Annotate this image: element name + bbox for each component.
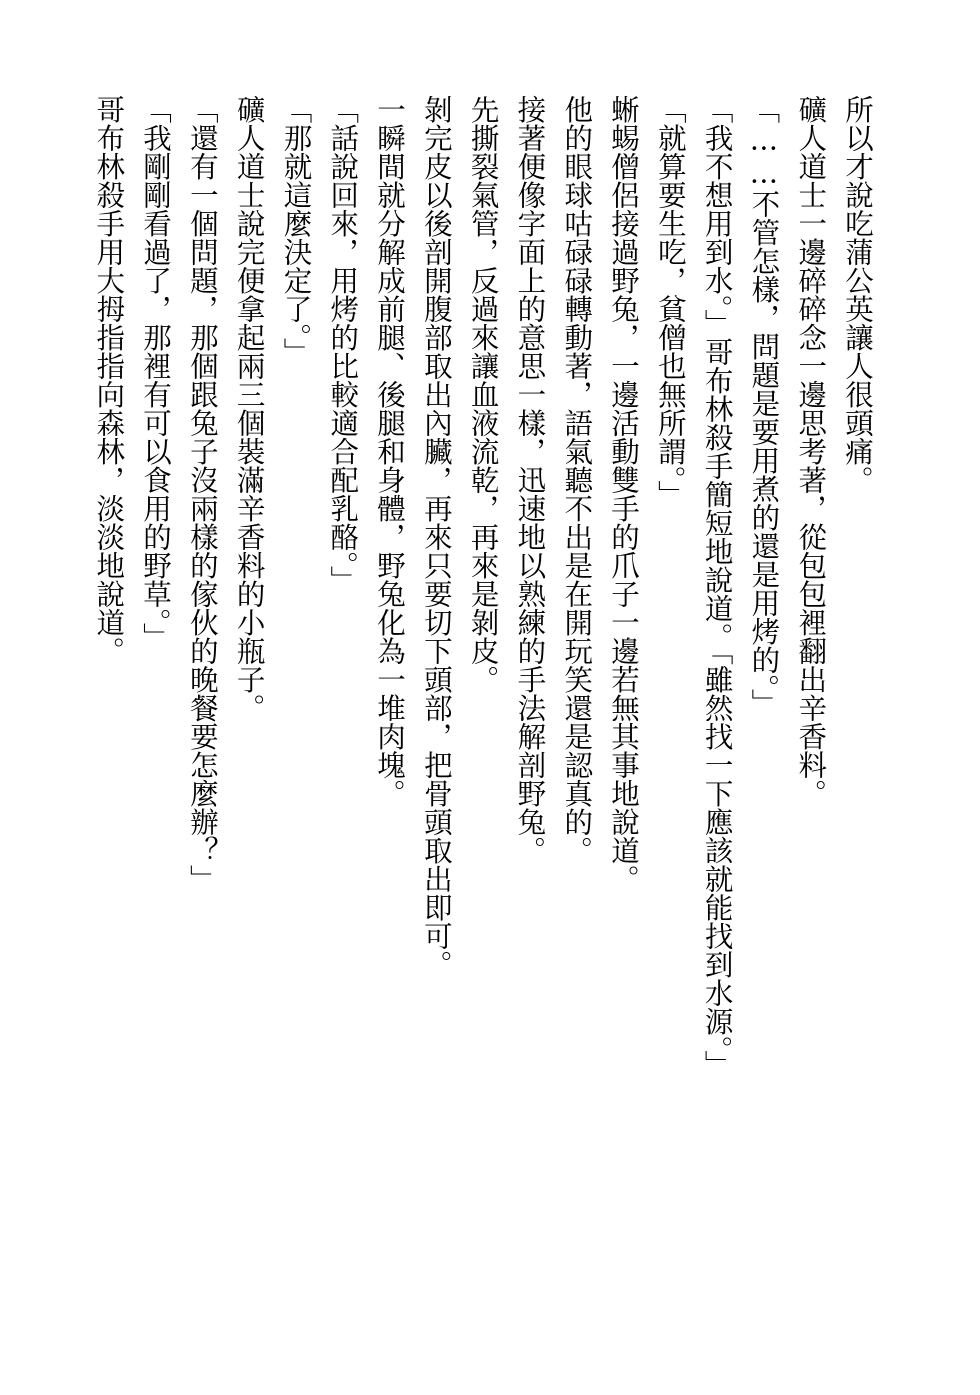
text-line: 礦人道士說完便拿起兩三個裝滿辛香料的小瓶子。 [232, 95, 266, 722]
text-line: 他的眼球咕碌碌轉動著，語氣聽不出是在開玩笑還是認真的。 [560, 95, 594, 865]
text-line: 「話說回來，用烤的比較適合配乳酪。」 [326, 95, 360, 594]
text-line: 剝完皮以後剖開腹部取出內臟，再來只要切下頭部，把骨頭取出即可。 [419, 95, 453, 979]
text-line: 「……不管怎樣，問題是要用煮的還是用烤的。」 [747, 95, 781, 717]
text-line: 「就算要生吃，貧僧也無所謂。」 [653, 95, 687, 509]
vertical-text-column-block [84, 95, 880, 1095]
text-line: 「那就這麼決定了。」 [279, 95, 313, 366]
text-line: 先撕裂氣管，反過來讓血液流乾，再來是剝皮。 [466, 95, 500, 694]
text-line: 蜥蜴僧侶接過野兔，一邊活動雙手的爪子一邊若無其事地說道。 [607, 95, 641, 893]
text-line: 礦人道士一邊碎碎念一邊思考著，從包包裡翻出辛香料。 [794, 95, 828, 808]
text-line: 「還有一個問題，那個跟兔子沒兩樣的傢伙的晚餐要怎麼辦？」 [185, 95, 219, 893]
text-line: 哥布林殺手用大拇指指向森林，淡淡地說道。 [92, 95, 126, 665]
text-line: 接著便像字面上的意思一樣，迅速地以熟練的手法解剖野兔。 [513, 95, 547, 865]
text-line: 「我剛剛看過了，那裡有可以食用的野草。」 [139, 95, 173, 651]
text-line: 「我不想用到水。」哥布林殺手簡短地說道。「雖然找一下應該就能找到水源。」 [700, 95, 734, 1079]
text-line: 一瞬間就分解成前腿、後腿和身體，野兔化為一堆肉塊。 [373, 95, 407, 808]
text-line: 所以才說吃蒲公英讓人很頭痛。 [841, 95, 874, 494]
